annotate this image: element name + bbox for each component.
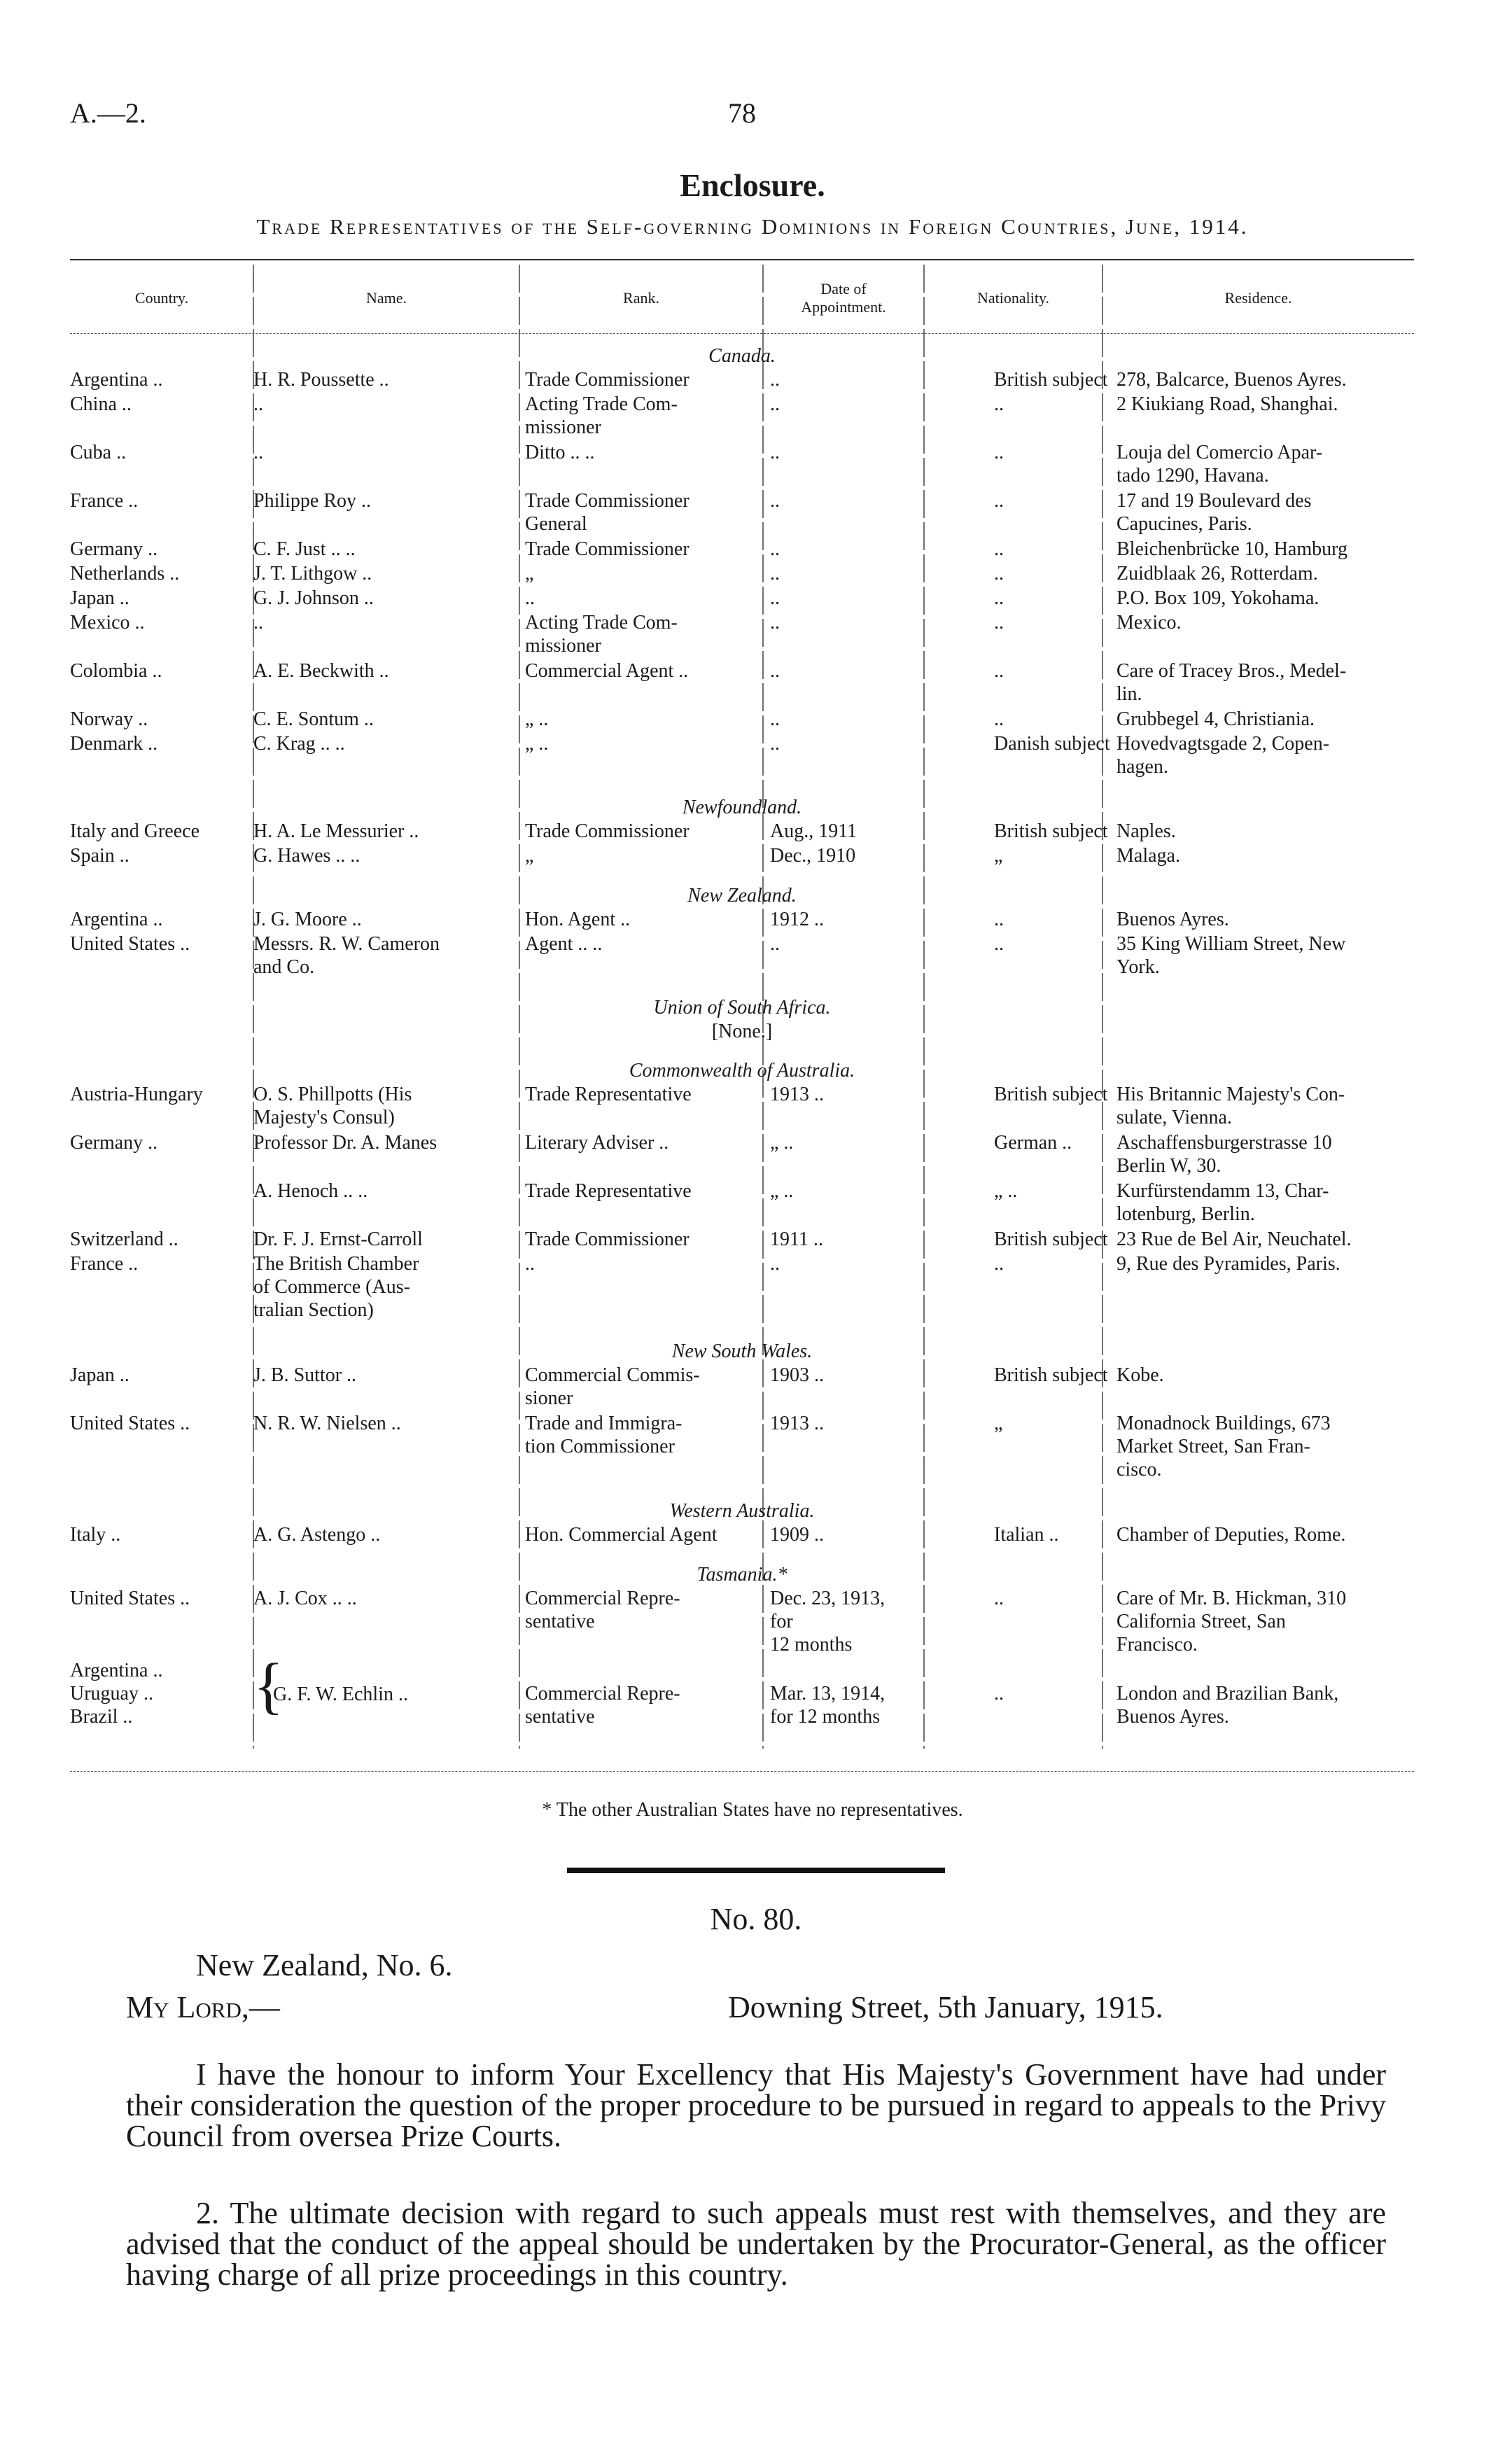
letter-paragraph-2: 2. The ultimate decision with regard to such appeals must rest with themselves, and they are advised that the conduct of the appeal should be undertaken by the Procurator-General, as the officer having charge of all prize proceedings in this country. <box>126 2196 1386 2292</box>
section-note: [None.] <box>711 1021 773 1042</box>
cell-name: C. E. Sontum .. <box>253 708 374 730</box>
cell-name: J. B. Suttor .. <box>253 1364 357 1386</box>
cell-date: Dec., 1910 <box>770 845 856 867</box>
cell-residence: Grubbegel 4, Christiania. <box>1116 708 1315 730</box>
table-row <box>70 1651 1414 1730</box>
section-spacer <box>70 869 1414 884</box>
table-row <box>70 1131 1414 1179</box>
table-row <box>70 659 1414 707</box>
cell-residence: 278, Balcarce, Buenos Ayres. <box>1116 369 1347 391</box>
footnote: * The other Australian States have no representatives. <box>542 1799 963 1821</box>
table-subtitle: Trade Representatives of the Self-governing Dominions in Foreign Countries, June, 1914. <box>256 214 1249 239</box>
cell-name: C. F. Just .. .. <box>253 538 356 560</box>
cell-country: Cuba .. <box>70 442 127 463</box>
cell-rank: Trade Commissioner <box>525 1228 690 1250</box>
cell-country: China .. <box>70 393 132 415</box>
cell-date: .. <box>770 708 780 730</box>
cell-nationality: .. <box>994 442 1004 463</box>
cell-country: Austria-Hungary <box>70 1084 203 1105</box>
cell-residence: 17 and 19 Boulevard des Capucines, Paris. <box>1116 490 1312 535</box>
cell-nationality: .. <box>994 587 1004 609</box>
cell-date: „ .. <box>770 1180 794 1202</box>
cell-date: .. <box>770 660 780 682</box>
cell-country: France .. <box>70 1253 139 1275</box>
cell-date: Dec. 23, 1913, for 12 months <box>770 1588 886 1656</box>
cell-rank: Commercial Agent .. <box>525 660 689 682</box>
cell-residence: Care of Tracey Bros., Medel- lin. <box>1116 660 1347 705</box>
cell-country: Germany .. <box>70 1132 158 1154</box>
cell-nationality: .. <box>994 660 1004 682</box>
cell-name: N. R. W. Nielsen .. <box>253 1413 401 1434</box>
table-row <box>70 393 1414 440</box>
cell-rank: Trade Commissioner <box>525 820 690 842</box>
cell-residence: Hovedvagtsgade 2, Copen- hagen. <box>1116 733 1330 778</box>
cell-nationality: British subject <box>994 1228 1108 1250</box>
column-header-name: Name. <box>365 289 407 307</box>
table-row <box>70 368 1414 392</box>
table-row <box>70 562 1414 586</box>
cell-date: .. <box>770 933 780 955</box>
table-bottom-rule <box>70 1771 1414 1772</box>
cell-name: G. Hawes .. .. <box>253 845 360 867</box>
table-top-rule <box>70 259 1414 260</box>
table-row <box>70 489 1414 537</box>
cell-residence: Buenos Ayres. <box>1116 909 1229 930</box>
column-header-country: Country. <box>134 289 189 307</box>
document-reference: A.—2. <box>70 97 146 129</box>
cell-country: Japan .. <box>70 1364 130 1386</box>
cell-date: Mar. 13, 1914, for 12 months <box>770 1683 886 1728</box>
cell-rank: „ .. <box>525 708 549 730</box>
cell-rank: Trade and Immigra- tion Commissioner <box>525 1413 682 1457</box>
letter-dateline: Downing Street, 5th January, 1915. <box>728 1990 1163 2024</box>
table-row <box>70 538 1414 561</box>
cell-residence: Bleichenbrücke 10, Hamburg <box>1116 538 1348 560</box>
cell-rank: Acting Trade Com- missioner <box>525 393 678 438</box>
cell-rank: Acting Trade Com- missioner <box>525 612 678 657</box>
cell-residence: Louja del Comercio Apar- tado 1290, Havana. <box>1116 442 1323 486</box>
cell-name: .. <box>253 612 263 634</box>
cell-name: H. A. Le Messurier .. <box>253 820 419 842</box>
cell-nationality: Italian .. <box>994 1524 1059 1546</box>
section-title: Newfoundland. <box>682 797 802 818</box>
cell-nationality: .. <box>994 909 1004 930</box>
cell-rank: Commercial Repre- sentative <box>525 1588 680 1632</box>
cell-country: Spain .. <box>70 845 130 867</box>
cell-rank: Trade Commissioner <box>525 538 690 560</box>
section-spacer <box>70 981 1414 996</box>
cell-rank: Commercial Commis- sioner <box>525 1364 700 1409</box>
page-header <box>70 97 1414 132</box>
cell-residence: 35 King William Street, New York. <box>1116 933 1346 978</box>
column-header-date: Date of Appointment. <box>801 280 886 316</box>
cell-country: Germany .. <box>70 538 158 560</box>
cell-country: Italy and Greece <box>70 820 200 842</box>
cell-name: H. R. Poussette .. <box>253 369 389 391</box>
cell-name: A. E. Beckwith .. <box>253 660 389 682</box>
cell-name: C. Krag .. .. <box>253 733 345 755</box>
enclosure-title: Enclosure. <box>680 167 825 203</box>
table-row <box>70 732 1414 780</box>
table-row <box>70 1412 1414 1483</box>
cell-date: .. <box>770 733 780 755</box>
cell-name: Professor Dr. A. Manes <box>253 1132 438 1154</box>
cell-rank: „ .. <box>525 733 549 755</box>
cell-nationality: „ .. <box>994 1180 1018 1202</box>
cell-country: Netherlands .. <box>70 563 180 584</box>
cell-residence: Zuidblaak 26, Rotterdam. <box>1116 563 1318 584</box>
cell-date: .. <box>770 393 780 415</box>
cell-residence: His Britannic Majesty's Con- sulate, Vienna. <box>1116 1084 1345 1128</box>
cell-residence: Naples. <box>1116 820 1176 842</box>
cell-country: United States .. <box>70 933 190 955</box>
cell-residence: Kurfürstendamm 13, Char- lotenburg, Berlin. <box>1116 1180 1329 1225</box>
table-row <box>70 932 1414 980</box>
table-row <box>70 587 1414 610</box>
cell-date: Aug., 1911 <box>770 820 858 842</box>
cell-country: Denmark .. <box>70 733 158 755</box>
cell-nationality: German .. <box>994 1132 1072 1154</box>
cell-name: .. <box>253 442 263 463</box>
cell-country: Switzerland .. <box>70 1228 178 1250</box>
cell-date: .. <box>770 612 780 634</box>
cell-date: .. <box>770 442 780 463</box>
cell-name: J. T. Lithgow .. <box>253 563 372 584</box>
table-row <box>70 1180 1414 1227</box>
cell-name: A. J. Cox .. .. <box>253 1588 357 1609</box>
cell-nationality: .. <box>994 612 1004 634</box>
section-spacer <box>70 1548 1414 1563</box>
cell-nationality: British subject <box>994 820 1108 842</box>
section-title: New South Wales. <box>671 1340 813 1362</box>
cell-date: 1912 .. <box>770 909 824 930</box>
cell-date: .. <box>770 490 780 512</box>
cell-rank: Commercial Repre- sentative <box>525 1683 680 1728</box>
cell-rank: „ <box>525 563 534 584</box>
cell-name: O. S. Phillpotts (His Majesty's Consul) <box>253 1084 412 1128</box>
cell-residence: Malaga. <box>1116 845 1180 867</box>
column-header-residence: Residence. <box>1224 289 1292 307</box>
cell-residence: Mexico. <box>1116 612 1182 634</box>
cell-nationality: .. <box>994 563 1004 584</box>
cell-date: 1913 .. <box>770 1413 824 1434</box>
table-header-row <box>70 265 1414 332</box>
letter-addressee: New Zealand, No. 6. <box>196 1948 453 1982</box>
section-title: Commonwealth of Australia. <box>629 1060 855 1082</box>
cell-nationality: .. <box>994 393 1004 415</box>
cell-nationality: Danish subject <box>994 733 1110 755</box>
letter-number: No. 80. <box>710 1902 802 1936</box>
cell-rank: Agent .. .. <box>525 933 603 955</box>
section-title: Union of South Africa. <box>653 997 831 1018</box>
cell-nationality: .. <box>994 538 1004 560</box>
cell-nationality: British subject <box>994 369 1108 391</box>
page-number: 78 <box>728 97 756 129</box>
section-spacer <box>70 780 1414 796</box>
cell-country: Argentina .. <box>70 909 163 930</box>
cell-residence: Care of Mr. B. Hickman, 310 California Street, San Francisco. <box>1116 1588 1347 1656</box>
cell-residence: P.O. Box 109, Yokohama. <box>1116 587 1320 609</box>
cell-rank: .. <box>525 587 535 609</box>
section-title: New Zealand. <box>687 885 797 906</box>
cell-name: A. Henoch .. .. <box>253 1180 368 1202</box>
cell-country: Norway .. <box>70 708 148 730</box>
section-title: Tasmania.* <box>696 1564 788 1586</box>
cell-country: United States .. <box>70 1413 190 1434</box>
cell-residence: London and Brazilian Bank, Buenos Ayres. <box>1116 1683 1339 1728</box>
cell-nationality: .. <box>994 490 1004 512</box>
table-row <box>70 611 1414 659</box>
cell-country: Argentina .. Uruguay .. Brazil .. <box>70 1660 163 1728</box>
cell-name: Messrs. R. W. Cameron and Co. <box>253 933 440 978</box>
table-row <box>70 1364 1414 1411</box>
table-row <box>70 908 1414 932</box>
cell-rank: Literary Adviser .. <box>525 1132 669 1154</box>
section-spacer <box>70 1324 1414 1340</box>
cell-date: 1913 .. <box>770 1084 824 1105</box>
cell-rank: Trade Representative <box>525 1084 692 1105</box>
cell-nationality: „ <box>994 1413 1003 1434</box>
cell-date: .. <box>770 538 780 560</box>
cell-name: The British Chamber of Commerce (Aus- tralian Section) <box>253 1253 419 1321</box>
cell-nationality: British subject <box>994 1084 1108 1105</box>
cell-name: G. F. W. Echlin .. <box>273 1684 408 1705</box>
cell-residence: 23 Rue de Bel Air, Neuchatel. <box>1116 1228 1352 1250</box>
cell-rank: Trade Commissioner General <box>525 490 690 535</box>
grouping-brace: } <box>253 1651 284 1721</box>
cell-date: .. <box>770 1253 780 1275</box>
cell-date: 1911 .. <box>770 1228 823 1250</box>
cell-residence: Aschaffensburgerstrasse 10 Berlin W, 30. <box>1116 1132 1332 1177</box>
cell-name: Dr. F. J. Ernst-Carroll <box>253 1228 423 1250</box>
table-row <box>70 708 1414 732</box>
column-header-nationality: Nationality. <box>976 289 1050 307</box>
section-spacer <box>70 1044 1414 1059</box>
cell-nationality: .. <box>994 708 1004 730</box>
cell-date: 1903 .. <box>770 1364 824 1386</box>
section-title: Canada. <box>708 345 776 367</box>
cell-date: 1909 .. <box>770 1524 824 1546</box>
cell-date: .. <box>770 563 780 584</box>
cell-rank: Trade Representative <box>525 1180 692 1202</box>
cell-name: J. G. Moore .. <box>253 909 362 930</box>
cell-rank: „ <box>525 845 534 867</box>
cell-rank: Ditto .. .. <box>525 442 595 463</box>
cell-name: Philippe Roy .. <box>253 490 372 512</box>
table-row <box>70 441 1414 489</box>
cell-nationality: .. <box>994 1588 1004 1609</box>
cell-name: .. <box>253 393 263 415</box>
cell-country: France .. <box>70 490 139 512</box>
cell-nationality: British subject <box>994 1364 1108 1386</box>
table-header-rule <box>70 333 1414 334</box>
table-row <box>70 1083 1414 1130</box>
table-row <box>70 1587 1414 1658</box>
cell-name: G. J. Johnson .. <box>253 587 374 609</box>
cell-rank: Trade Commissioner <box>525 369 690 391</box>
section-spacer <box>70 1484 1414 1499</box>
table-row <box>70 1228 1414 1252</box>
column-header-rank: Rank. <box>623 289 659 307</box>
cell-nationality: .. <box>994 1683 1004 1704</box>
section-separator <box>567 1868 945 1873</box>
table-body <box>70 344 1414 1746</box>
cell-residence: 9, Rue des Pyramides, Paris. <box>1116 1253 1340 1275</box>
cell-country: Mexico .. <box>70 612 145 634</box>
cell-residence: Kobe. <box>1116 1364 1164 1386</box>
section-title: Western Australia. <box>669 1500 815 1522</box>
cell-nationality: .. <box>994 933 1004 955</box>
cell-country: Japan .. <box>70 587 130 609</box>
cell-rank: Hon. Agent .. <box>525 909 631 930</box>
cell-rank: Hon. Commercial Agent <box>525 1524 718 1546</box>
section-spacer <box>70 1731 1414 1746</box>
cell-country: United States .. <box>70 1588 190 1609</box>
cell-residence: Monadnock Buildings, 673 Market Street, San Fran- cisco. <box>1116 1413 1331 1480</box>
cell-date: .. <box>770 587 780 609</box>
cell-rank: .. <box>525 1253 535 1275</box>
table-row <box>70 1252 1414 1324</box>
cell-residence: 2 Kiukiang Road, Shanghai. <box>1116 393 1338 415</box>
cell-date: „ .. <box>770 1132 794 1154</box>
cell-residence: Chamber of Deputies, Rome. <box>1116 1524 1346 1546</box>
table-row <box>70 844 1414 868</box>
letter-paragraph-1: I have the honour to inform Your Excellency that His Majesty's Government have had under their consideration the question of the proper procedure to be pursued in regard to appeals to the Privy Council from oversea Prize Courts. <box>126 2057 1386 2153</box>
cell-country: Colombia .. <box>70 660 162 682</box>
cell-name: A. G. Astengo .. <box>253 1524 381 1546</box>
cell-country: Argentina .. <box>70 369 163 391</box>
table-row <box>70 1523 1414 1547</box>
cell-nationality: „ <box>994 845 1003 867</box>
cell-country: Italy .. <box>70 1524 121 1546</box>
table-row <box>70 820 1414 844</box>
cell-date: .. <box>770 369 780 391</box>
cell-nationality: .. <box>994 1253 1004 1275</box>
letter-greeting: My Lord,— <box>126 1990 280 2024</box>
